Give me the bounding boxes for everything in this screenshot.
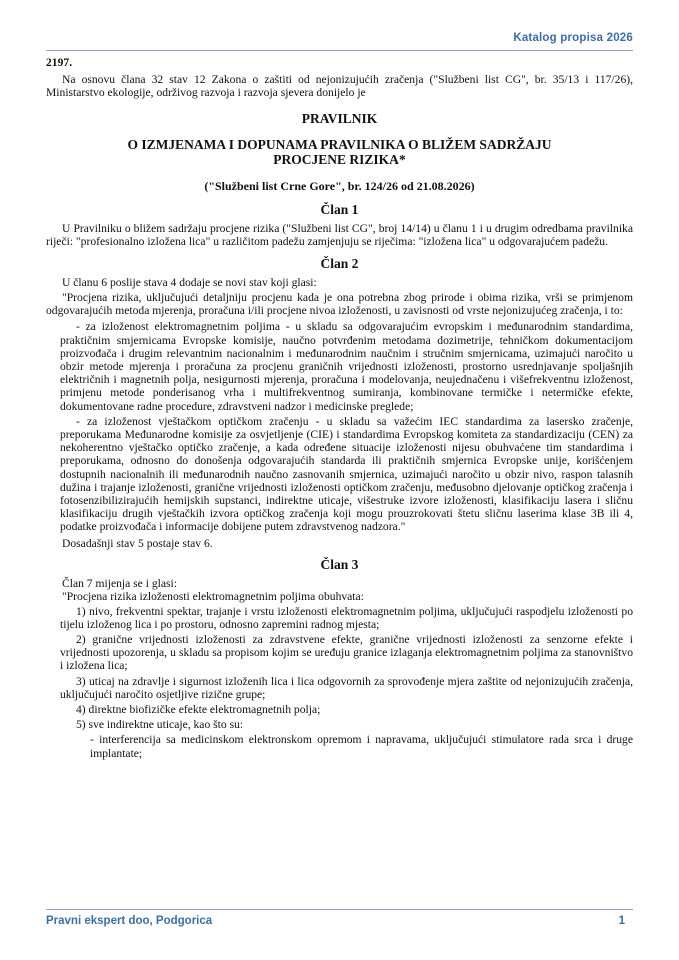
- page-number: 1: [618, 915, 625, 927]
- document-number: 2197.: [46, 56, 73, 69]
- page-footer: [46, 909, 633, 930]
- document-subtitle: [46, 137, 633, 168]
- gazette-reference: ("Službeni list Crne Gore", br. 124/26 od 21.08.2026): [204, 178, 475, 193]
- article-2-quote: "Procjena rizika, uključujući detaljniju procjenu kada je ona potrebna zbog prirode i obima rizika, vrši se primjenom odgovarajućih metoda mjerenja, proračuna i/ili procjene nivoa izloženosti, u zavisnosti od vrste nejonizujućeg zračenja, i to:: [46, 291, 633, 318]
- article-3-quote: "Procjena rizika izloženosti elektromagnetnim poljima obuhvata:: [62, 590, 364, 604]
- list-sub-item: - interferencija sa medicinskom elektronskom opremom i napravama, uključujući stimulatore rada srca i druge implantate;: [90, 733, 633, 760]
- document-body: [46, 56, 633, 760]
- list-item: 2) granične vrijednosti izloženosti za zdravstvene efekte, granične vrijednosti izloženosti za senzorne efekte i vrijednosti upozorenja, u skladu sa propisom kojim se uređuju granice izlaganja elektromagnetnim poljima za stanovništvo i izložena lica;: [60, 632, 633, 673]
- article-1-text: U Pravilniku o bližem sadržaju procjene rizika ("Službeni list CG", broj 14/14) u članu 1 i u drugim odredbama pravilnika riječi: "profesionalno izložena lica" u različitom padežu zamjenjuju se riječima: "izložena lica" u odgovarajućem padežu.: [46, 222, 633, 249]
- list-item: - za izloženost vještačkom optičkom zračenju - u skladu sa važećim IEC standardima za lasersko zračenje, preporukama Međunarodne komisije za osvjetljenje (CIE) i standardima Evropskog komiteta za standardizaciju (CEN) za nekoherentno vještačko optičko zračenje, a kada određene situacije izloženosti nijesu obuhvaćene tim standardima i preporukama, odnosno do donošenja odgovarajućih standarda ili praktičnih smjernica Evropske unije, korišćenjem dostupnih nacionalnih ili međunarodnih naučno zasnovanih smjernica, uzimajući naročito u obzir nivo, raspon talasnih dužina i trajanje izloženosti, granične vrijednosti izloženosti optičkom zračenju, međusobno djelovanje optičkog zračenja i fotosenzibilizirajućih hemijskih supstanci, indirektne uticaje, višestruke izvore izloženosti, klasifikaciju lasera i sličnu klasifikaciju drugih vještačkih izvora optičkog zračenja koji mogu prouzrokovati štetu sličnu laserima klase 3B ili 4, podatke proizvođača i informacije dobijene putem zdravstvenog nadzora.": [60, 414, 633, 534]
- page-header: [46, 30, 633, 51]
- list-item: 5) sve indirektne uticaje, kao što su:: [76, 718, 244, 732]
- preamble: Na osnovu člana 32 stav 12 Zakona o zaštiti od nejonizujućih zračenja ("Službeni list CG", br. 35/13 i 117/26), Ministarstvo ekologije, održivog razvoja i razvoja sjevera donijelo je: [46, 73, 633, 100]
- publisher-name: Pravni ekspert doo, Podgorica: [46, 915, 213, 927]
- article-2-closing: Dosadašnji stav 5 postaje stav 6.: [62, 536, 213, 550]
- article-3-intro: Član 7 mijenja se i glasi:: [62, 577, 177, 591]
- subtitle-line-2: PROCJENE RIZIKA*: [273, 152, 406, 168]
- list-item: 1) nivo, frekventni spektar, trajanje i vrstu izloženosti elektromagnetnim poljima, uključujući raspodjelu izloženosti po tijelu izloženog lica i po prostoru, odnosno zapremini radnog mjesta;: [60, 604, 633, 631]
- article-1-heading: Član 1: [320, 202, 359, 218]
- article-2-intro: U članu 6 poslije stava 4 dodaje se novi stav koji glasi:: [62, 275, 317, 289]
- document-title: PRAVILNIK: [301, 110, 378, 126]
- article-2-bullets: [60, 320, 633, 533]
- list-item: - za izloženost elektromagnetnim poljima - u skladu sa odgovarajućim evropskim i međunarodnim standardima, praktičnim smjernicama Evropske komisije, naučno potvrđenim metodama dozimetrije, tehničkom dokumentacijom proizvođača i drugim relevantnim nacionalnim i međunarodnim naučnim i stručnim smjernicama, uzimajući naročito u obzir metode mjerenja i proračuna za procjenu graničnih vrijednosti izloženosti, prostorno usrednjavanje spoljašnjih električnih i magnetnih polja, nesigurnosti mjerenja, proračuna i modelovanja, neujednačenu i višefrekventnu izloženost, primjenu metode ponderisanog vrha i multifrekventnog sumiranja, kombinovane termičke i netermičke efekte, dokumentovane radne procedure, zdravstveni nadzor i medicinske preglede;: [60, 320, 633, 413]
- subtitle-line-1: O IZMJENAMA I DOPUNAMA PRAVILNIKA O BLIŽEM SADRŽAJU: [127, 136, 552, 152]
- list-item: 3) uticaj na zdravlje i sigurnost izloženih lica i lica odgovornih za sprovođenje mjera zaštite od nejonizujućih zračenja, uključujući naročito osjetljive rizične grupe;: [60, 674, 633, 701]
- list-item: 4) direktne biofizičke efekte elektromagnetnih polja;: [76, 702, 321, 716]
- catalog-title: Katalog propisa 2026: [513, 32, 633, 44]
- article-2-heading: Član 2: [320, 255, 359, 271]
- footnote-asterisk: *: [398, 152, 406, 168]
- article-3-items: [60, 605, 633, 760]
- article-3-heading: Član 3: [320, 556, 359, 572]
